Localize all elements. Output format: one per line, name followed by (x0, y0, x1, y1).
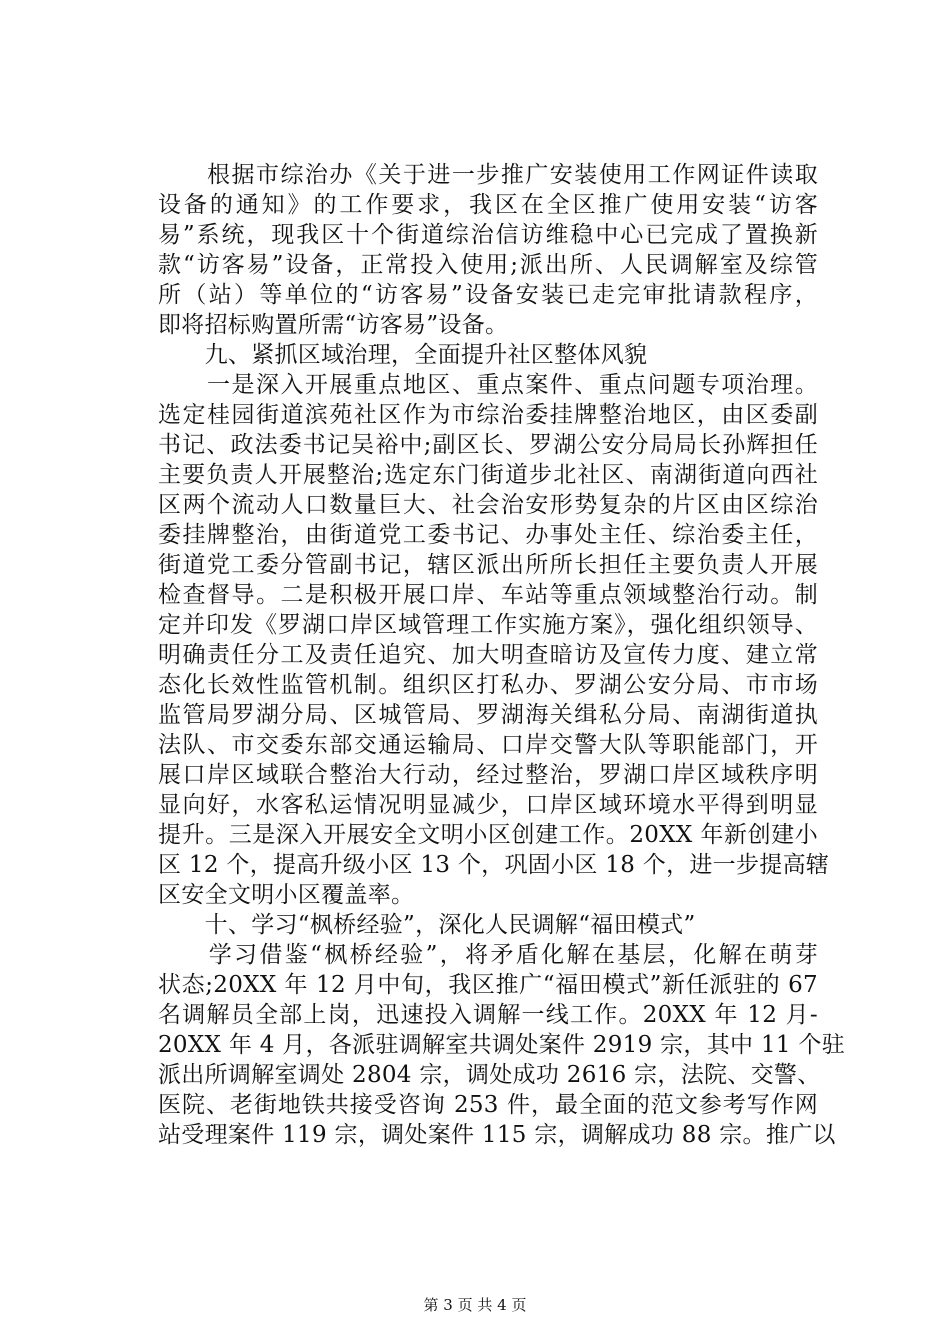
text-line: 定并印发《罗湖口岸区域管理工作实施方案》，强化组织领导、 (158, 612, 818, 638)
text-line: 法队、市交委东部交通运输局、口岸交警大队等职能部门，开 (158, 732, 818, 758)
text-line: 20XX 年 4 月，各派驻调解室共调处案件 2919 宗，其中 11 个驻 (158, 1032, 846, 1058)
text-line: 区安全文明小区覆盖率。 (158, 882, 415, 908)
document-body (158, 160, 846, 1150)
text-line: 区 12 个，提高升级小区 13 个，巩固小区 18 个，进一步提高辖 (158, 852, 830, 878)
text-line: 显向好，水客私运情况明显减少，口岸区域环境水平得到明显 (158, 792, 818, 818)
text-line: 派出所调解室调处 2804 宗，调处成功 2616 宗，法院、交警、 (158, 1062, 821, 1088)
text-line: 医院、老街地铁共接受咨询 253 件，最全面的范文参考写作网 (158, 1092, 818, 1118)
text-line: 根据市综治办《关于进一步推广安装使用工作网证件读取 (158, 162, 818, 188)
text-line: 十、学习“枫桥经验”，深化人民调解“福田模式” (158, 912, 696, 938)
text-line: 监管局罗湖分局、区城管局、罗湖海关缉私分局、南湖街道执 (158, 702, 818, 728)
page-footer: 第 3 页 共 4 页 (423, 1296, 527, 1314)
text-line: 所（站）等单位的“访客易”设备安装已走完审批请款程序， (158, 282, 818, 308)
text-line: 选定桂园街道滨苑社区作为市综治委挂牌整治地区，由区委副 (158, 402, 818, 428)
text-line: 设备的通知》的工作要求，我区在全区推广使用安装“访客 (158, 192, 818, 218)
text-line: 检查督导。二是积极开展口岸、车站等重点领域整治行动。制 (158, 582, 818, 608)
text-line: 名调解员全部上岗，迅速投入调解一线工作。20XX 年 12 月- (158, 1002, 818, 1028)
text-line: 学习借鉴“枫桥经验”，将矛盾化解在基层，化解在萌芽 (158, 942, 818, 968)
text-line: 状态;20XX 年 12 月中旬，我区推广“福田模式”新任派驻的 67 (158, 972, 818, 998)
text-line: 书记、政法委书记吴裕中;副区长、罗湖公安分局局长孙辉担任 (158, 432, 818, 458)
text-line: 易”系统，现我区十个街道综治信访维稳中心已完成了置换新 (158, 222, 818, 248)
text-line: 展口岸区域联合整治大行动，经过整治，罗湖口岸区域秩序明 (158, 762, 818, 788)
text-line: 明确责任分工及责任追究、加大明查暗访及宣传力度、建立常 (158, 642, 818, 668)
text-line: 提升。三是深入开展安全文明小区创建工作。20XX 年新创建小 (158, 822, 818, 848)
text-line: 主要负责人开展整治;选定东门街道步北社区、南湖街道向西社 (158, 462, 818, 488)
text-line: 区两个流动人口数量巨大、社会治安形势复杂的片区由区综治 (158, 492, 818, 518)
text-line: 九、紧抓区域治理，全面提升社区整体风貌 (158, 342, 648, 368)
text-line: 即将招标购置所需“访客易”设备。 (158, 312, 509, 338)
text-line: 站受理案件 119 宗，调处案件 115 宗，调解成功 88 宗。推广以 (158, 1122, 836, 1148)
text-line: 委挂牌整治，由街道党工委书记、办事处主任、综治委主任， (158, 522, 818, 548)
text-line: 态化长效性监管机制。组织区打私办、罗湖公安分局、市市场 (158, 672, 818, 698)
text-line: 款“访客易”设备，正常投入使用;派出所、人民调解室及综管 (158, 252, 818, 278)
text-line: 一是深入开展重点地区、重点案件、重点问题专项治理。 (158, 372, 818, 398)
text-line: 街道党工委分管副书记，辖区派出所所长担任主要负责人开展 (158, 552, 818, 578)
